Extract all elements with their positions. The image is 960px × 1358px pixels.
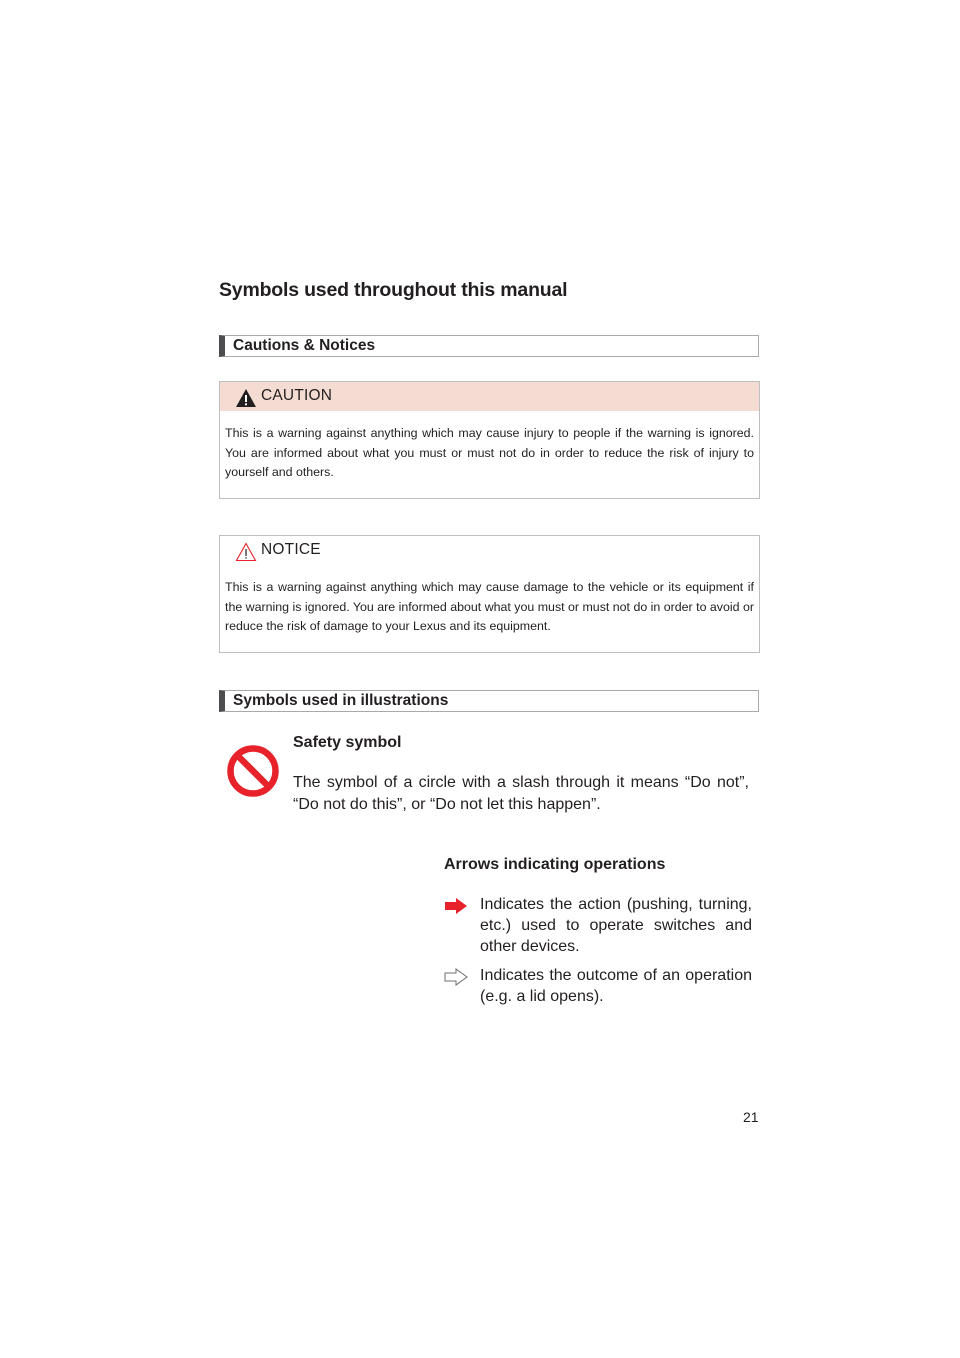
outcome-arrow-text: Indicates the outcome of an operation (e.g. a lid opens). xyxy=(480,967,752,1005)
prohibition-icon xyxy=(226,744,280,798)
filled-red-arrow-icon xyxy=(444,897,468,915)
safety-symbol-title: Safety symbol xyxy=(293,734,402,751)
warning-triangle-filled-icon xyxy=(235,388,257,408)
cautions-section-heading-label: Cautions & Notices xyxy=(233,337,376,354)
page-title: Symbols used throughout this manual xyxy=(219,279,568,301)
notice-label: NOTICE xyxy=(261,541,321,558)
cautions-section-heading xyxy=(219,335,759,357)
caution-header xyxy=(220,382,759,411)
notice-text: This is a warning against anything which may cause damage to the vehicle or its equipment if the warning is ignored. You are informed about what you must or must not do in order to avoid or reduce the risk of damage to your Lexus and its equipment. xyxy=(225,580,754,633)
safety-symbol-text: The symbol of a circle with a slash through it means “Do not”, “Do not do this”, or “Do not let this happen”. xyxy=(293,774,749,813)
notice-header xyxy=(220,536,759,565)
notice-box xyxy=(219,535,760,653)
caution-label: CAUTION xyxy=(261,387,333,404)
illustrations-section-heading-label: Symbols used in illustrations xyxy=(233,692,449,709)
caution-text: This is a warning against anything which may cause injury to people if the warning is ignored. You are informed about what you must or must not do in order to reduce the risk of injury to yourself and others. xyxy=(225,426,754,479)
warning-triangle-outline-icon xyxy=(235,542,257,562)
caution-box xyxy=(219,381,760,499)
arrows-title: Arrows indicating operations xyxy=(444,856,666,873)
action-arrow-text: Indicates the action (pushing, turning, etc.) used to operate switches and other devices. xyxy=(480,896,752,955)
illustrations-section-heading xyxy=(219,690,759,712)
page-number: 21 xyxy=(743,1109,759,1125)
outline-arrow-icon xyxy=(444,968,468,986)
